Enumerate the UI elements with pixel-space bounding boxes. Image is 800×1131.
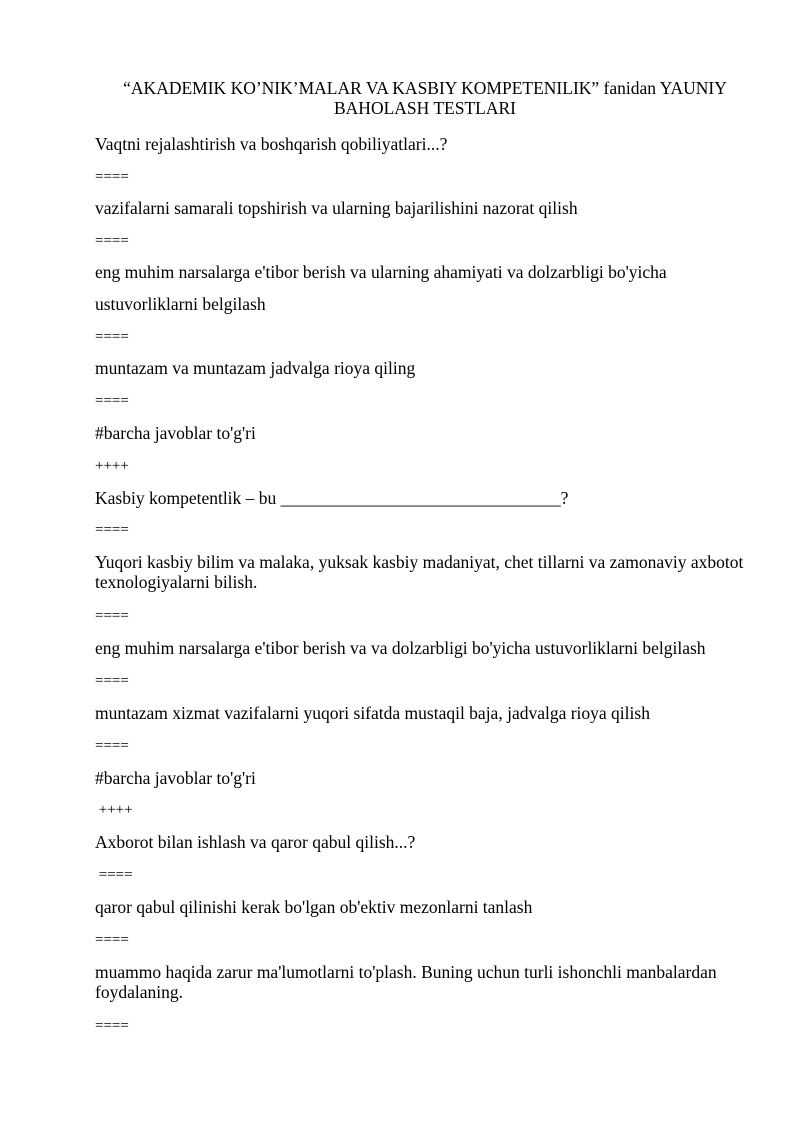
answer-option: eng muhim narsalarga e'tibor berish va ularning ahamiyati va dolzarbligi bo'yicha [95,262,667,282]
separator: ==== [95,738,129,754]
document-title: “AKADEMIK KO’NIK’MALAR VA KASBIY KOMPETENILIK” fanidan YAUNIY BAHOLASH TESTLARI [123,78,727,118]
answer-option: Yuqori kasbiy bilim va malaka, yuksak kasbiy madaniyat, chet tillarni va zamonaviy axbotot texnologiyalarni bilish. [95,552,744,592]
question-separator: ++++ [95,458,129,474]
answer-option: vazifalarni samarali topshirish va ularning bajarilishini nazorat qilish [95,198,578,218]
answer-option: qaror qabul qilinishi kerak bo'lgan ob'ektiv mezonlarni tanlash [95,897,533,917]
answer-option: muntazam va muntazam jadvalga rioya qiling [95,358,416,378]
answer-option-continued: ustuvorliklarni belgilash [95,294,266,314]
separator: ==== [95,673,129,689]
separator: ==== [95,1018,129,1034]
separator: ==== [95,932,129,948]
separator: ==== [95,233,129,249]
separator: ==== [95,169,129,185]
question-3: Axborot bilan ishlash va qaror qabul qilish...? [95,832,416,852]
separator: ==== [95,393,129,409]
answer-option: muntazam xizmat vazifalarni yuqori sifatda mustaqil baja, jadvalga rioya qilish [95,703,650,723]
separator: ==== [95,867,133,883]
separator: ==== [95,522,129,538]
separator: ==== [95,329,129,345]
answer-option: eng muhim narsalarga e'tibor berish va va dolzarbligi bo'yicha ustuvorliklarni belgilash [95,638,706,658]
question-2: Kasbiy kompetentlik – bu ________________________________? [95,488,569,508]
correct-answer: #barcha javoblar to'g'ri [95,423,256,443]
answer-option: muammo haqida zarur ma'lumotlarni to'plash. Buning uchun turli ishonchli manbalardan foydalaning. [95,962,717,1002]
question-1: Vaqtni rejalashtirish va boshqarish qobiliyatlari...? [95,134,448,154]
separator: ==== [95,608,129,624]
question-separator: ++++ [95,802,133,818]
correct-answer: #barcha javoblar to'g'ri [95,768,256,788]
